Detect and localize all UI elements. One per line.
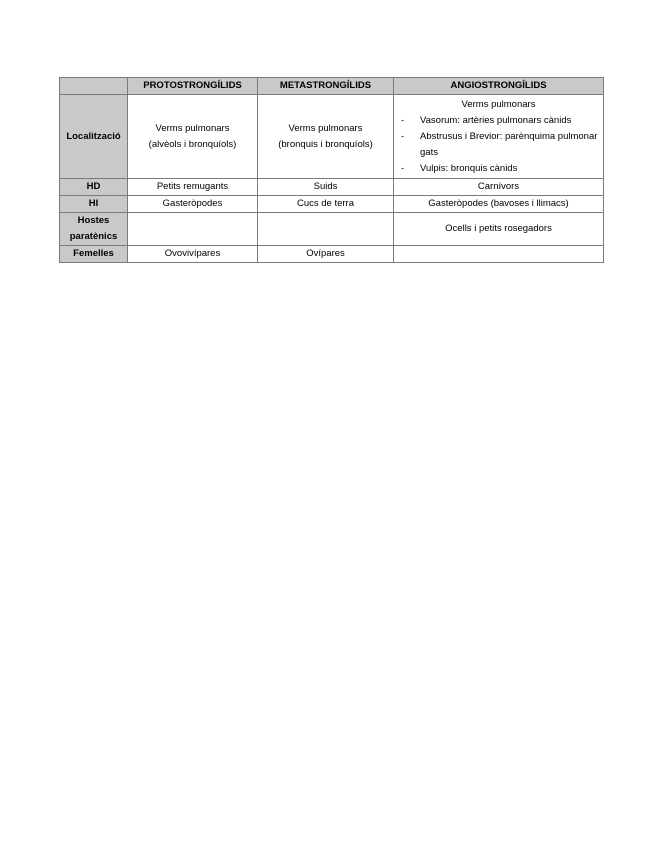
row-label-hd: HD xyxy=(60,179,128,196)
table-row-hi xyxy=(60,196,604,213)
comparison-table xyxy=(59,77,604,263)
cell-hi-angio: Gasteròpodes (bavoses i llimacs) xyxy=(394,196,604,213)
table-row-femelles xyxy=(60,246,604,263)
table-header-row xyxy=(60,78,604,95)
cell-femelles-meta: Ovípares xyxy=(258,246,394,263)
cell-hostes-proto xyxy=(128,213,258,246)
header-metastrongilids: METASTRONGÍLIDS xyxy=(258,78,394,95)
table-row-hd xyxy=(60,179,604,196)
cell-text: Verms pulmonars xyxy=(155,122,230,134)
row-label-hi: HI xyxy=(60,196,128,213)
header-corner-cell xyxy=(60,78,128,95)
cell-hostes-meta xyxy=(258,213,394,246)
cell-hd-angio: Carnívors xyxy=(394,179,604,196)
cell-text: Verms pulmonars xyxy=(461,98,536,110)
row-label-hostes: Hostes paratènics xyxy=(60,213,128,246)
cell-hi-meta: Cucs de terra xyxy=(258,196,394,213)
cell-localitzacio-proto xyxy=(128,95,258,179)
cell-localitzacio-meta xyxy=(258,95,394,179)
row-label-localitzacio: Localització xyxy=(60,95,128,179)
cell-femelles-proto: Ovovivípares xyxy=(128,246,258,263)
cell-femelles-angio xyxy=(394,246,604,263)
table-row-hostes xyxy=(60,213,604,246)
header-angiostrongilids: ANGIOSTRONGÍLIDS xyxy=(394,78,604,95)
list-item: - Vulpis: bronquis cànids xyxy=(396,161,601,177)
bullet-list xyxy=(396,113,601,177)
header-protostrongilids: PROTOSTRONGÍLIDS xyxy=(128,78,258,95)
cell-text: (alvèols i bronquíols) xyxy=(148,138,237,150)
cell-hd-proto: Petits remugants xyxy=(128,179,258,196)
list-item: - Vasorum: artèries pulmonars cànids xyxy=(396,113,601,129)
list-item: - Abstrusus i Brevior: parènquima pulmonar gats xyxy=(396,129,601,161)
cell-localitzacio-angio xyxy=(394,95,604,179)
row-label-femelles: Femelles xyxy=(60,246,128,263)
cell-hostes-angio: Ocells i petits rosegadors xyxy=(394,213,604,246)
cell-hd-meta: Suids xyxy=(258,179,394,196)
cell-hi-proto: Gasteròpodes xyxy=(128,196,258,213)
cell-text: (bronquis i bronquíols) xyxy=(278,138,373,150)
cell-text: Verms pulmonars xyxy=(288,122,363,134)
table-row-localitzacio xyxy=(60,95,604,179)
